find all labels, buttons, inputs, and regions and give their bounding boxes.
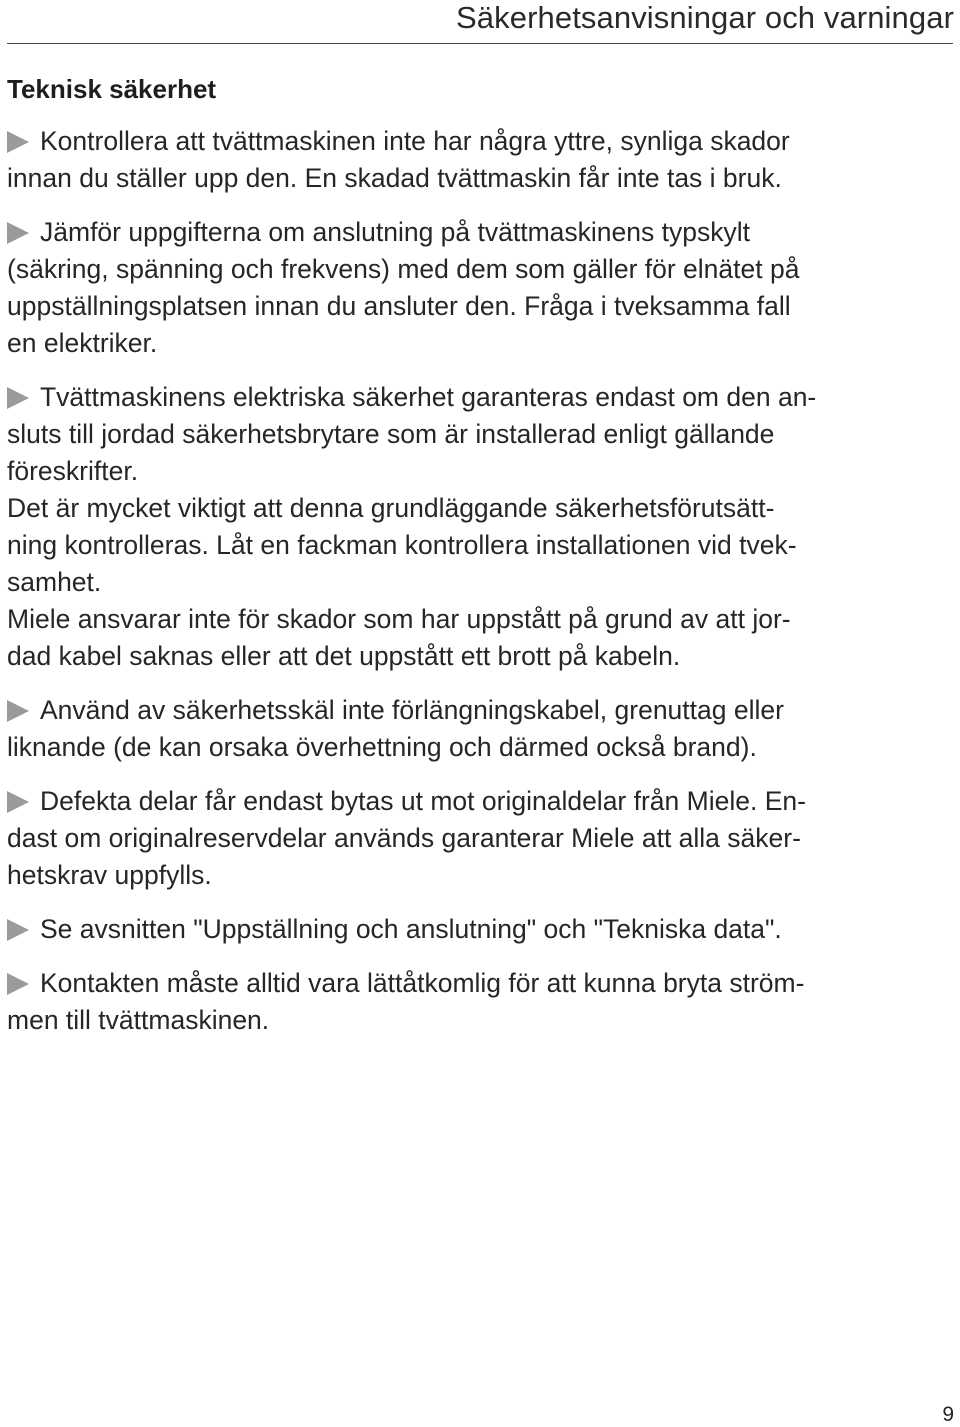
text-line: Tvättmaskinens elektriska säkerhet garanteras endast om den an- xyxy=(7,379,937,416)
instruction-item xyxy=(7,123,937,197)
text-line: uppställningsplatsen innan du ansluter den. Fråga i tveksamma fall xyxy=(7,291,791,321)
text-line: Det är mycket viktigt att denna grundläggande säkerhetsförutsätt- xyxy=(7,493,775,523)
text-line: ning kontrolleras. Låt en fackman kontrollera installationen vid tvek- xyxy=(7,530,797,560)
arrow-bullet-icon xyxy=(7,387,29,409)
instruction-item xyxy=(7,379,937,490)
safety-instructions xyxy=(7,123,937,1056)
instruction-item xyxy=(7,911,937,948)
text-line: dast om originalreservdelar används garanterar Miele att alla säker- xyxy=(7,823,801,853)
text-line: men till tvättmaskinen. xyxy=(7,1005,270,1035)
text-line: Kontakten måste alltid vara lättåtkomlig för att kunna bryta ström- xyxy=(7,965,937,1002)
section-heading: Teknisk säkerhet xyxy=(7,74,217,104)
arrow-bullet-icon xyxy=(7,973,29,995)
text-line: Miele ansvarar inte för skador som har uppstått på grund av att jor- xyxy=(7,604,791,634)
text-line: dad kabel saknas eller att det uppstått ett brott på kabeln. xyxy=(7,641,681,671)
text-line: liknande (de kan orsaka överhettning och därmed också brand). xyxy=(7,732,757,762)
text-line: Defekta delar får endast bytas ut mot originaldelar från Miele. En- xyxy=(7,783,937,820)
text-line: innan du ställer upp den. En skadad tvättmaskin får inte tas i bruk. xyxy=(7,163,782,193)
text-line: samhet. xyxy=(7,567,102,597)
arrow-bullet-icon xyxy=(7,222,29,244)
instruction-paragraph xyxy=(7,601,937,675)
text-line: hetskrav uppfylls. xyxy=(7,860,212,890)
arrow-bullet-icon xyxy=(7,919,29,941)
text-line: Se avsnitten "Uppställning och anslutning" och "Tekniska data". xyxy=(7,911,937,948)
page-header xyxy=(0,0,960,46)
chapter-title: Säkerhetsanvisningar och varningar xyxy=(456,0,954,35)
text-line: föreskrifter. xyxy=(7,456,139,486)
arrow-bullet-icon xyxy=(7,131,29,153)
text-line: Kontrollera att tvättmaskinen inte har några yttre, synliga skador xyxy=(7,123,937,160)
text-line: en elektriker. xyxy=(7,328,158,358)
instruction-item xyxy=(7,965,937,1039)
instruction-item xyxy=(7,783,937,894)
text-line: Använd av säkerhetsskäl inte förlängningskabel, grenuttag eller xyxy=(7,692,937,729)
text-line: (säkring, spänning och frekvens) med dem som gäller för elnätet på xyxy=(7,254,800,284)
instruction-paragraph xyxy=(7,490,937,601)
arrow-bullet-icon xyxy=(7,700,29,722)
text-line: Jämför uppgifterna om anslutning på tvättmaskinens typskylt xyxy=(7,214,937,251)
header-divider xyxy=(7,43,953,44)
text-line: sluts till jordad säkerhetsbrytare som är installerad enligt gällande xyxy=(7,419,775,449)
arrow-bullet-icon xyxy=(7,791,29,813)
page-number: 9 xyxy=(942,1403,954,1426)
instruction-item xyxy=(7,214,937,362)
instruction-item xyxy=(7,692,937,766)
